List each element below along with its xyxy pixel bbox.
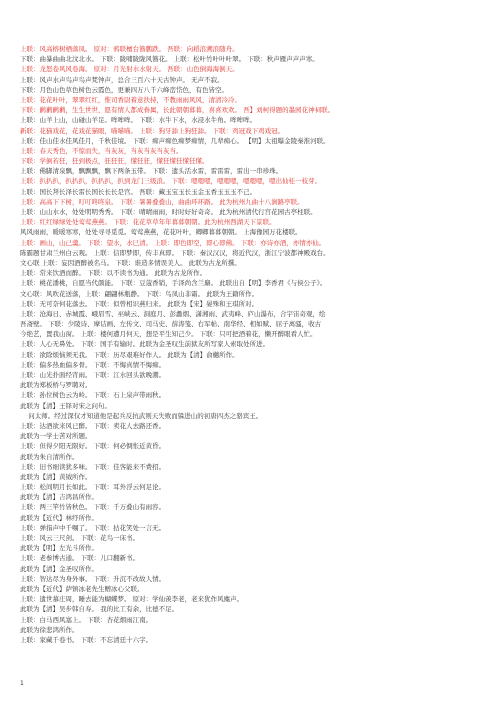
line-text: 上联：风高榕树栖落凤。 原对：鸦联檀台簪鹏跌。 吾联：向稻浪溯浪随舟。 [20, 45, 239, 53]
line-text: 下联：月色山色草色树色云霞色，更兼四万八千六峰峦岱色，有色皆空。 [20, 85, 228, 94]
line-text: 此联为【近代】林纾所作。 [20, 513, 98, 522]
line-text: 上联：旧书细读犹多味。 下联：佳客能来不费招。 [20, 462, 166, 471]
text-line [20, 421, 480, 431]
text-line [20, 197, 480, 207]
text-line [20, 156, 480, 166]
line-text: 此联为一学士苦对所题。 [20, 432, 92, 441]
line-text: 此联为【清】王铎对宋之问句。 [20, 401, 111, 410]
text-line [20, 64, 480, 74]
line-text: 上联：佛脚清泉飘，飘飘飘，飘下两条玉带。 下联：遗头活水雷，雷雷雷，雷出一串珍珠。 [20, 167, 283, 176]
text-line [20, 564, 480, 574]
text-line [20, 248, 480, 258]
line-text: 上联：国长拜长泽长雷长国长长长是宫。 吾联：藏玉宝玉长玉金玉香玉玉玉不己。 [20, 187, 257, 196]
line-text: 此联为朱自清所作。 [20, 452, 79, 461]
text-line [20, 85, 480, 95]
text-line [20, 136, 480, 146]
text-line [20, 431, 480, 441]
text-line [20, 482, 480, 492]
text-line [20, 268, 480, 278]
line-text: 问太师。经过深仅才知道他是起兵反抗武则天失败而躲进山的初唐四杰之骆宾王。 [20, 411, 263, 420]
page-number: 1 [20, 680, 24, 687]
line-text: 上联：山光扑面经宵雨。 下联：江水回头欲晚潮。 [20, 371, 166, 379]
line-text: 上联：欲除烦恼须无我。 下联：历尽艰难好作人。 此联为【清】俞樾所作。 [20, 350, 239, 359]
line-text: 新联：花猫戏花，花戏花猫眼，喵喵喵。 上联：狗牙舔上狗狂舔。 下联：鸡冠戏下鸡戏冠。 [20, 126, 285, 135]
text-line [20, 187, 480, 197]
line-text: 此联为【清】黄钺所作。 [20, 472, 92, 481]
text-line [20, 115, 480, 125]
line-text: 上联：花花叶叶，翠翠红红，惟司香尉着意扶持，不教雨雨风风，清清冷冷。 [20, 95, 241, 104]
text-line [20, 543, 480, 553]
line-text: 上联：佳山佳水佳风佳月，千秋佳境。 下联：痴声痴色痴梦痴情，几辈痴心。 【明】太祖曝金陵秦淮河联。 [20, 136, 330, 145]
text-line [20, 309, 480, 319]
line-text: 上联：山山水水，处处明明秀秀。 下联：晴晴雨雨，时时好好奇奇。 此为杭州清代行宫花园古亭柱联。 [20, 208, 317, 216]
line-text: 上联：达酒欲来风已醉。 下联：卖花人去路还香。 [20, 421, 166, 430]
text-line [20, 54, 480, 64]
text-line [20, 126, 480, 136]
line-text: 上联：桃花潘桃，自愿当代颜能。 下联：豆蔻香销，手泽尚含兰麝。 此联出自【明】李香君《与侯公子》。 [20, 279, 327, 288]
text-line [20, 401, 480, 411]
text-line [20, 238, 480, 248]
line-text: 上联：红红绿绿处处莺莺燕燕。 下联：花花草草年年暮暮朝朝。此为杭州西湖天下景联。 [20, 218, 276, 227]
line-text: 上联：老参博古通。 下联：儿口翻新书。 [20, 554, 140, 563]
text-line [20, 625, 480, 635]
line-text: 上联：画山，山已羹。 下联：望水，水巳清。 上联：即色即空，即心即佛。 下联：亦诗亦酒，亦情亦仙。 [20, 238, 326, 247]
text-line [20, 278, 480, 288]
line-text: 上联：遗世慕庄周，睡去能为蝴蝶梦。 原对：学仙羡李老，老来犹作风麋声。 [20, 595, 244, 604]
text-line [20, 462, 480, 472]
text-line [20, 299, 480, 309]
text-line [20, 44, 480, 54]
text-line [20, 574, 480, 584]
text-line [20, 207, 480, 217]
line-text: 此联为【近代】萨镇冰老先生赠冰心父联。 [20, 584, 144, 593]
line-text: 上联：常来饮酒而醉。 下联：以不读书为通。 此联为古龙所作。 [20, 269, 207, 278]
line-text: 上联：孙位树色云为岭。 下联：石上泉声带雨秋。 [20, 391, 166, 400]
text-line [20, 411, 480, 421]
text-line [20, 380, 480, 390]
line-text: 上联：扒扒扒，扒扒扒，扒扒扒，扒到龙门三级浪。 下联：嗯嗯嗯，嗯嗯嗯，嗯嗯嗯，嗯出仙桂一枝芽。 [20, 177, 322, 186]
line-text: 上联：龙怒卷风风卷海。 原对：月光射水水射天。 吾联：山色倒海海倒天。 [20, 65, 239, 74]
text-line [20, 329, 480, 339]
text-line [20, 492, 480, 502]
text-line [20, 523, 480, 533]
line-text: 上联：偏多热血偏多骨。 下联：不悔真情不悔痴。 [20, 360, 166, 369]
line-text: 上联：人心无鼻处。 下联：国手有输时。此联为金圣叹生前狱友所写家人索取处所进。 [20, 340, 270, 349]
text-line [20, 584, 480, 594]
line-text: 上联：风云三尺剑。 下联：花鸟一床书。 [20, 534, 140, 542]
line-text: 上联：但得夕阳无限好。 下联：何必惆怅近黄昏。 [20, 442, 166, 451]
line-text: 陈霸题甘肃兰州白云观。 上联：信即梦即，传丰真即。 下联：秦汉汉汉，将近代汉，浙江宁波都神殿戏台。 [20, 248, 330, 257]
line-text: 上联：智达尽为身外事。 下联：升沉不改故人情。 [20, 574, 166, 583]
line-text: 下联：学倒若狂，狂到极点，狂狂狂，懂狂狂，懂狂懂狂懂狂懂。 [20, 157, 209, 166]
text-line [20, 105, 480, 115]
line-text: 文心联：风吹花送落，上联：翩翩林瓶静。 下联：鸟凤山非霜。 此联为王籍所作。 [20, 289, 259, 298]
text-line [20, 289, 480, 299]
line-text: 此联为徐悲鸿所作。 [20, 625, 79, 634]
line-text: 上联：家藏千卷书。 下联：不忘清廷十六字。 [20, 635, 153, 644]
text-line [20, 615, 480, 625]
text-line [20, 635, 480, 645]
line-text: 上联：弹指声中千嘱了。 下联：拈花笑处一言无。 [20, 523, 166, 532]
text-line [20, 513, 480, 523]
line-text: 下联：曲暴曲曲北汶北水。 下联：陇哺陇陇风簪花。 上联：松叶竹叶叶叶翠。 下联：秋声雁声声声寒。 [20, 55, 319, 64]
text-line [20, 604, 480, 614]
line-text: 下联：鹣鹣鹣鹣，生生世世，愿有情人都成眷属，长此朝朝暮暮，喜喜欢欢。 吾】刘柯得题的墨园花神祠联。 [20, 106, 335, 115]
line-text: 上联：春天秀色，不惊而失，当灰灰，当灰当灰当灰当。 [20, 146, 183, 155]
text-line [20, 502, 480, 512]
text-line [20, 176, 480, 186]
document-body [20, 44, 480, 645]
text-line [20, 370, 480, 380]
text-line [20, 533, 480, 543]
line-text: 上联：风声水声鸟声鸟声梵钟声，总合三百六十天古钟声。 无声不寂。 [20, 75, 224, 84]
line-text: 吾斋壁。 下联：少陵诗、摩诘画、左传文、司马史、薛涛笺、右军帖、南华经、相如赋、屈子离骚，收古 [20, 320, 322, 329]
text-line [20, 319, 480, 329]
line-text: 此联为郑板桥与罗聘对。 [20, 381, 92, 390]
text-line [20, 258, 480, 268]
line-text: 文心联 上联：妄因酒醉被名马。 下联：谁造多情误美人。 此联为古龙所撰。 [20, 258, 241, 267]
line-text: 上联：白马西风塞上。 下联：杏花烟雨江南。 [20, 615, 153, 624]
text-line [20, 227, 480, 237]
text-line [20, 75, 480, 85]
line-text: 上联：无可奈何花落去。 下联：似曾相识燕归来。 此联为【宋】晏殊和王琪所对。 [20, 299, 259, 308]
text-line [20, 390, 480, 400]
text-line [20, 360, 480, 370]
line-text: 此联为【清】吉鸿昌所作。 [20, 493, 98, 502]
text-line [20, 339, 480, 349]
line-text: 上联：两三竿竹皆秋色。 下联：千万叠山有雨容。 [20, 503, 166, 512]
line-text: 此联为【明】左光斗所作。 [20, 544, 98, 553]
line-text: 上联：高高下下树，叮叮咚咚泉。 下联：暑暑叠叠山，曲曲环环路。 此为杭州九曲十八涧路亭联。 [20, 197, 304, 206]
text-line [20, 350, 480, 360]
line-text: 上联：松间明月长如此。 下联：耳外浮云何足论。 [20, 483, 166, 492]
text-line [20, 217, 480, 227]
text-line [20, 146, 480, 156]
text-line [20, 472, 480, 482]
line-text: 上联：山羊上山，山碰山羊足。哞哞哞。 下联：水牛下水，水浸水牛角。哞哞哞。 [20, 116, 257, 125]
text-line [20, 553, 480, 563]
line-text: 今绝艺，置我山窗。 上联：楼何遭月何天，想是平生知己少。 下联：只可把酒着花，懒开醉眼看人忙。 [20, 330, 317, 339]
text-line [20, 166, 480, 176]
line-text: 上联：沧海日、赤城霞、峨眉雪、巫峡云、洞庭月、彭蠡烟、潇湘雨、武夷峰、庐山瀑布，合宇宙奇观，绘 [20, 309, 326, 318]
text-line [20, 441, 480, 451]
text-line [20, 452, 480, 462]
line-text: 此联为【清】吴步韩自寿。 我的比工有余，比德不足。 [20, 605, 179, 614]
line-text: 风风雨雨，暖暖寒寒，处处寻寻觅觅。莺莺燕燕，花花叶叶，卿卿暮暮朝朝。 上海豫园万花楼联。 [20, 228, 302, 237]
text-line [20, 594, 480, 604]
text-line [20, 95, 480, 105]
line-text: 此联为【清】金圣叹所作。 [20, 564, 98, 573]
